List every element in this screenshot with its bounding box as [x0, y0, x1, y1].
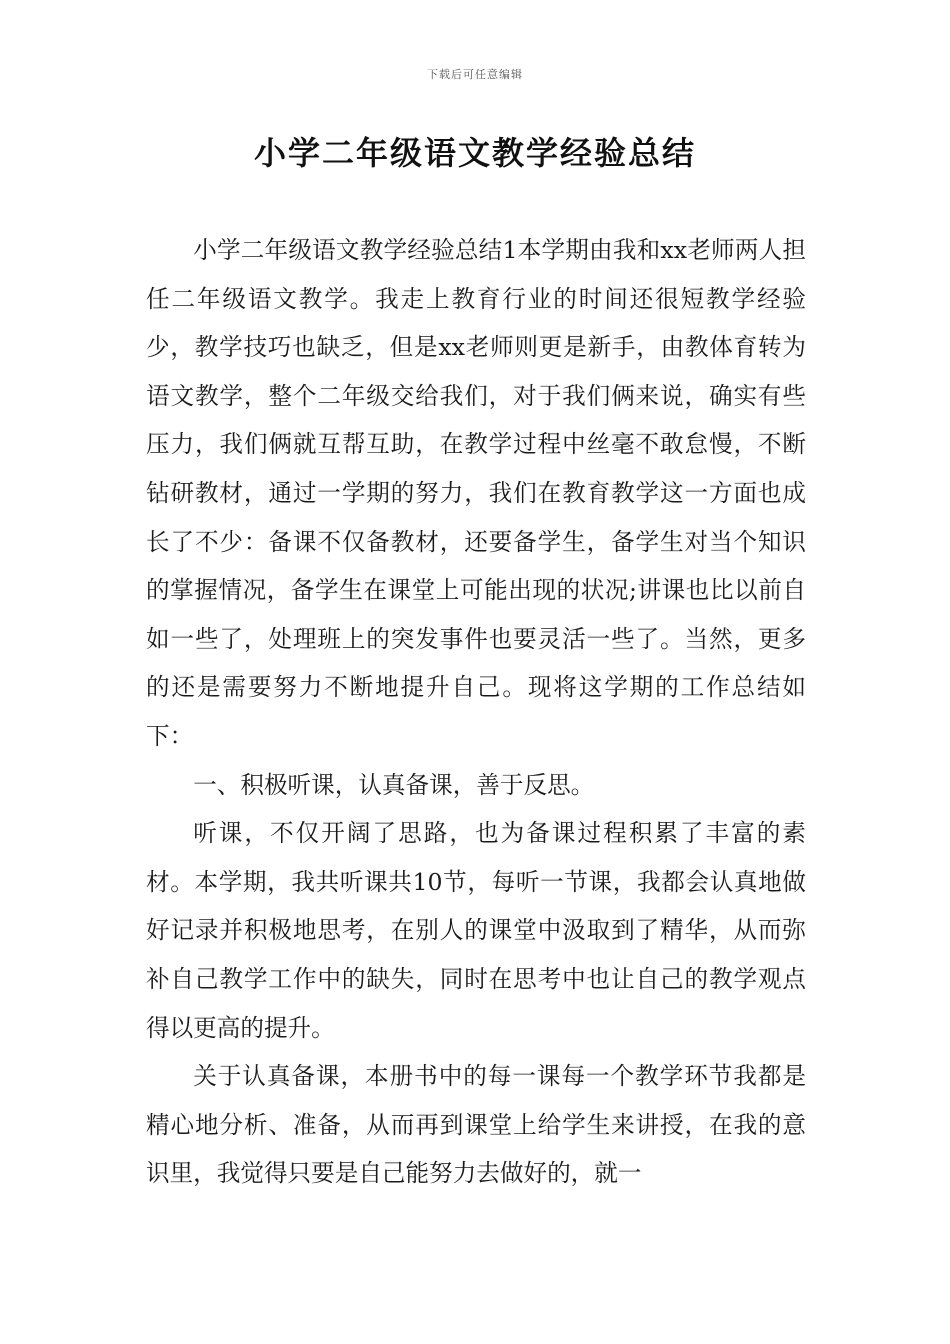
header-note: 下载后可任意编辑 — [427, 68, 523, 81]
paragraph-preparation: 关于认真备课，本册书中的每一课每一个教学环节我都是精心地分析、准备，从而再到课堂上给学生来讲授，在我的意识里，我觉得只要是自己能努力去做好的，就一 — [146, 1062, 806, 1188]
paragraph-intro: 小学二年级语文教学经验总结1本学期由我和xx老师两人担任二年级语文教学。我走上教育行业的时间还很短教学经验少，教学技巧也缺乏，但是xx老师则更是新手，由教体育转为语文教学，整个二年级交给我们，对于我们俩来说，确实有些压力，我们俩就互帮互助，在教学过程中丝毫不敢怠慢，不断钻研教材，通过一学期的努力，我们在教育教学这一方面也成长了不少：备课不仅备教材，还要备学生，备学生对当个知识的掌握情况，备学生在课堂上可能出现的状况;讲课也比以前自如一些了，处理班上的突发事件也要灵活一些了。当然，更多的还是需要努力不断地提升自己。现将这学期的工作总结如下： — [146, 236, 806, 750]
document-title: 小学二年级语文教学经验总结 — [253, 134, 696, 172]
document-body — [146, 226, 806, 1198]
section-heading-1: 一、积极听课，认真备课，善于反思。 — [193, 770, 595, 799]
paragraph-listening: 听课，不仅开阔了思路，也为备课过程积累了丰富的素材。本学期，我共听课共10节，每听一节课，我都会认真地做好记录并积极地思考，在别人的课堂中汲取到了精华，从而弥补自己教学工作中的缺失，同时在思考中也让自己的教学观点得以更高的提升。 — [146, 819, 806, 1042]
